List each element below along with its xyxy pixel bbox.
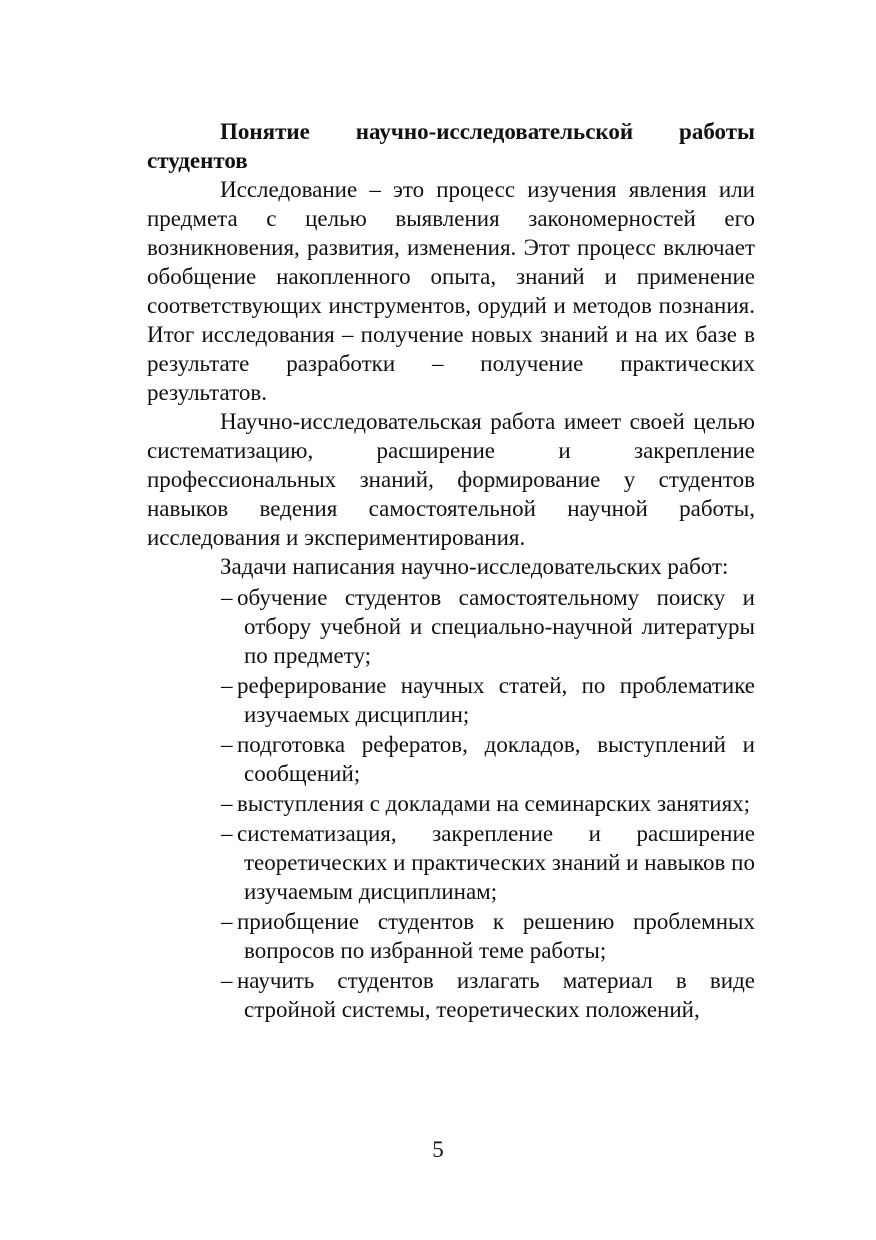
section-heading: Понятие научно-исследовательской работы студентов <box>147 119 755 173</box>
list-item <box>147 819 755 906</box>
list-item-text: выступления с докладами на семинарских занятиях; <box>237 791 751 816</box>
list-item-text: обучение студентов самостоятельному поиску и отбору учебной и специально-научной литературы по предмету; <box>237 585 755 668</box>
list-item-text: реферирование научных статей, по проблематике изучаемых дисциплин; <box>237 673 755 727</box>
dash-bullet: – <box>221 968 233 993</box>
dash-bullet: – <box>221 791 233 816</box>
page-body <box>147 117 755 1025</box>
page-number: 5 <box>432 1137 444 1162</box>
paragraph-tasks-intro: Задачи написания научно-исследовательских работ: <box>220 554 729 579</box>
list-item-text: систематизация, закрепление и расширение теоретических и практических знаний и навыков по изучаемым дисциплинам; <box>237 821 755 904</box>
list-item <box>147 966 755 1024</box>
paragraph-research-definition: Исследование – это процесс изучения явления или предмета с целью выявления закономерностей его возникновения, развития, изменения. Этот процесс включает обобщение накопленного опыта, знаний и применение соответствующих инструментов, орудий и методов познания. Итог исследования – получение новых знаний и на их базе в результате разработки – получение практических результатов. <box>147 177 755 405</box>
dash-bullet: – <box>221 585 233 610</box>
list-item-text: научить студентов излагать материал в виде стройной системы, теоретических положений, <box>237 968 755 1022</box>
tasks-list <box>147 583 755 1024</box>
list-item-text: подготовка рефератов, докладов, выступлений и сообщений; <box>237 732 755 786</box>
dash-bullet: – <box>221 821 233 846</box>
list-item-text: приобщение студентов к решению проблемных вопросов по избранной теме работы; <box>237 909 755 963</box>
list-item <box>147 789 755 818</box>
list-item <box>147 583 755 670</box>
dash-bullet: – <box>221 673 233 698</box>
list-item <box>147 671 755 729</box>
paragraph-research-goal: Научно-исследовательская работа имеет своей целью систематизацию, расширение и закрепление профессиональных знаний, формирование у студентов навыков ведения самостоятельной научной работы, исследования и экспериментирования. <box>147 409 755 550</box>
list-item <box>147 907 755 965</box>
dash-bullet: – <box>221 732 233 757</box>
list-item <box>147 730 755 788</box>
dash-bullet: – <box>221 909 233 934</box>
